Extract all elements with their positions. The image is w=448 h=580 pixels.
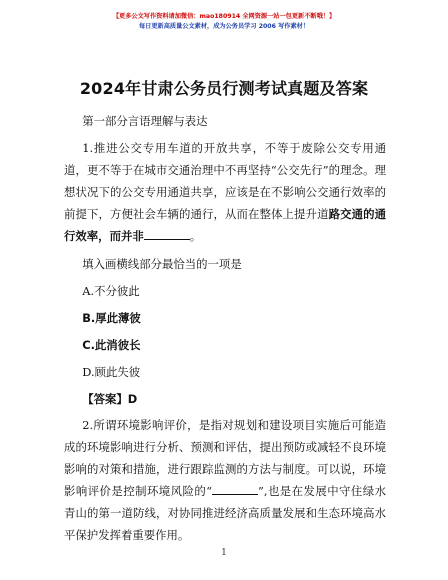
option-d: D.顾此失彼 — [82, 365, 141, 379]
question-1-bold-phrase: 路交通的通行效率，而并非 — [64, 207, 386, 243]
answer-blank — [144, 227, 190, 240]
option-b: B.厚此薄彼 — [82, 311, 141, 325]
document-title: 2024年甘肃公务员行测考试真题及答案 — [79, 79, 369, 98]
banner-promo-line: 【更多公文写作资料请加微信：mao180914 全网资源一站一包更新不断哦！】 — [112, 13, 336, 20]
question-2-text — [64, 414, 386, 546]
banner-update-line: 每日更新高质量公文素材，成为公务员学习 2006 写作素材！ — [138, 23, 310, 30]
page-number: 1 — [221, 548, 227, 558]
header-banner — [0, 12, 448, 32]
question-2-continuation: ”,也是在发展中守住绿水青山的第一道防线，对协同推进经济高质量发展和生态环境高水平保护发挥着重要作用。 — [64, 484, 387, 542]
question-1-prompt: 填入画横线部分最恰当的一项是 — [82, 257, 242, 271]
question-1-text — [64, 137, 386, 247]
option-c: C.此消彼长 — [82, 338, 141, 352]
question-2-body: 2.所谓环境影响评价，是指对规划和建设项目实施后可能造成的环境影响进行分析、预测和评估，提出预防或减轻不良环境影响的对策和措施，进行跟踪监测的方法与制度。可以说，环境影响评价是控制环境风险的“ — [64, 418, 386, 498]
answer-blank-2 — [212, 482, 258, 495]
question-1-body: 1.推进公交专用车道的开放共享，不等于废除公交专用通道，更不等于在城市交通治理中不再坚持“公交先行”的理念。理想状况下的公交专用通道共享，应该是在不影响公交通行效率的前提下，方便社会车辆的通行，从而在整体上提升道 — [64, 141, 386, 221]
question-1-end: 。 — [189, 229, 202, 243]
option-a: A.不分彼此 — [82, 284, 140, 298]
document-body — [64, 110, 386, 546]
section-heading: 第一部分言语理解与表达 — [82, 114, 208, 128]
answer-label: 【答案】D — [82, 392, 138, 406]
